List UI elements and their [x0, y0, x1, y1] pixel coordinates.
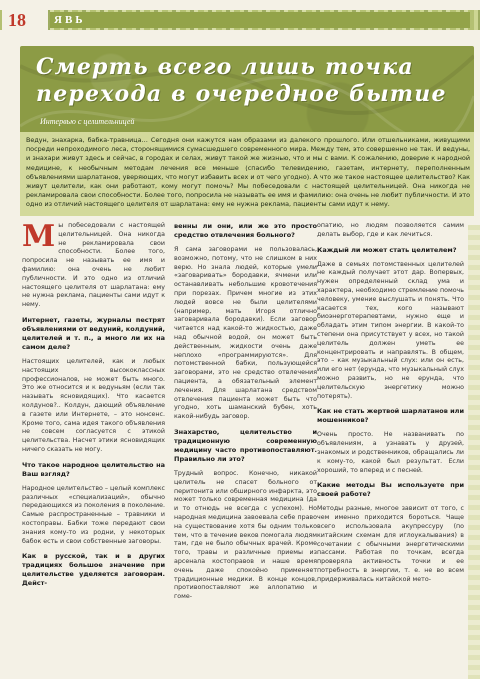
column-2: [174, 222, 317, 606]
question-heading: Как в русской, так и в других традициях большое значение при целительстве уделяется заговорам. Дейст-: [22, 552, 165, 588]
answer-paragraph: Даже в семьях потомственных целителей не каждый получает этот дар. Вопервых, нужен определенный склад ума и характера, необходимо стремление помочь человеку, умение выслушать и понять. Что касается тех, кого называют биоэнерготерапевтами, нужно еще и обладать этим типом энергии. В какой-то степени она присутствует у всех, но такой целитель должен уметь ее концентрировать и направлять. В общем, это – как музыкальный слух: или он есть, или его нет (ерунда, что музыкальный слух можно развить, но не ерунда, что целительскую энергетику можно потерять).: [317, 260, 464, 400]
article-title: Смерть всего лишь точка перехода в очередное бытие: [36, 54, 447, 107]
article-subtitle: Интервью с целительницей: [40, 117, 135, 126]
opening-paragraph: [22, 219, 165, 310]
answer-paragraph: Трудный вопрос. Конечно, никакой целитель не спасет больного от перитонита или обширного инфаркта, это может только современная медицина (да и то отнюдь не всегда с успехом). Но народная медицина завоевала себе право на существование хотя бы одним только тем, что в течение веков помогала людям там, где не было обычных врачей. Кроме того, травы и различные приемы из арсенала костоправов и наше время очень даже спокойно применяет традиционные медики. В конце концов, противопоставляют же аллопатию и гоме-: [174, 469, 317, 601]
answer-paragraph: Я сама заговорами не пользовалась, возможно, потому, что не слишком в них верю. Но знала людей, которые умели «заговаривать» бородавки, ячмени или останавливать небольшие кровотечения при порезах. Причем многие из этих людей вовсе не были целителями (например, мать Игоря отлично заговаривала бородавки). Если заговор читается над какой-то жидкостью, даже над обычной водой, он может быть действенным, жидкости очень даже неплохо «программируются». Для потомственной бабки, пользующейся заговорами, это не средство отвлечения пациента, а обязательный элемент лечения. Для шарлатана средством отвлечения пациента может быть что угодно, хоть шаманский бубен, хоть какой-нибудь заговор.: [174, 246, 317, 421]
answer-paragraph: Очень просто. Не названивать по объявлениям, а узнавать у друзей, знакомых и родственников, обращались ли к кому-то, какой был результат. Если хороший, то вперед и с песней.: [317, 431, 464, 474]
question-heading: Какие методы Вы используете при своей работе?: [317, 481, 464, 499]
question-heading: Как не стать жертвой шарлатанов или мошенников?: [317, 407, 464, 425]
answer-paragraph: Методы разные, многое зависит от того, с чем именно приходится бороться. Чаще всего использовала акупрессуру (по китайским схемам для иглоукалывания) в сочетании с обычными энергетическими пассами. Работая по точкам, всегда проверяла активность точки и ее потребность в энергии, т. е. не во всем придерживалась китайской мето-: [317, 505, 464, 583]
section-label: ЯВЬ: [54, 14, 86, 26]
question-heading: венны ли они, или же это просто средство отвлечения больного?: [174, 222, 317, 239]
page-number: 18: [8, 10, 26, 30]
column-3: [317, 222, 464, 589]
side-ornament: [468, 225, 480, 679]
opening-text: ы побеседовали с настоящей целительницей. Она никогда не рекламировала свои способности. Более того, попросила не называть ее имя и фамилию: она очень не любит публичности. И это одно из отличий настоящего целителя от шарлатана: ему не нужна реклама, пациенты сами идут к нему.: [22, 222, 165, 309]
answer-paragraph: опатию, но людям позволяется самим делать выбор, где и как лечиться.: [317, 222, 464, 238]
drop-cap: М: [22, 219, 56, 254]
answer-paragraph: Народное целительство – целый комплекс различных «специализаций», обычно передающихся из поколения в поколение. Самые распространенные – травники и костоправы. Бабки тоже передают свои знания кому-то из родни, у некоторых бабок есть и свои собственные заговоры.: [22, 484, 165, 545]
answer-paragraph: Настоящих целителей, как и любых настоящих высококлассных профессионалов, не может быть много. Это же относится и к ведуньям (если так называть ясновидящих). Что касается колдунов?.. Колдун, дающий объявление в газете или Интернете, – это нонсенс. Кроме того, сама идея такого объявления не совсем согласуется с этикой целительства. Насчет этики ясновидящих ничего сказать не могу.: [22, 357, 165, 453]
question-heading: Что такое народное целительство на Ваш взгляд?: [22, 460, 165, 478]
column-1: [22, 219, 165, 594]
page-header: [0, 0, 480, 42]
question-heading: Знахарство, целительство и традиционную современную медицину часто противопоставляют. Правильно ли это?: [174, 427, 317, 463]
header-band: [50, 12, 470, 28]
intro-text: Ведун, знахарка, бабка-травница… Сегодня они кажутся нам образами из далекого прошлого. Или отшельниками, живущими посреди непроходимого леса, сторонящимися сумасшедшего современного мира. Между тем, это совершенно не так. И ведуны, и знахари живут здесь и сейчас, в городах и селах, живут такой же жизнью, что и мы с вами. К сожалению, доверие к народной медицине, к необычным методам лечения все меньше (спасибо телевидению, газетам, интернету, переполненным объявлениями шарлатанов, уверяющих, что могут избавить всех и от чего угодно). А что же такое настоящее целительство? Как живут целители, как они работают, кому могут помочь? Мы побеседовали с настоящей целительницей. Она никогда не рекламировала свои способности. Более того, попросила не называть ее имя и фамилию: она очень не любит публичности. И это одно из отличий настоящего целителя от шарлатана: ему не нужна реклама, пациенты сами идут к нему.: [26, 136, 470, 209]
question-heading: Интернет, газеты, журналы пестрят объявлениями от ведуний, колдуний, целителей и т. п., а много ли их на самом деле?: [22, 315, 165, 351]
question-heading: Каждый ли может стать целителем?: [317, 245, 457, 254]
